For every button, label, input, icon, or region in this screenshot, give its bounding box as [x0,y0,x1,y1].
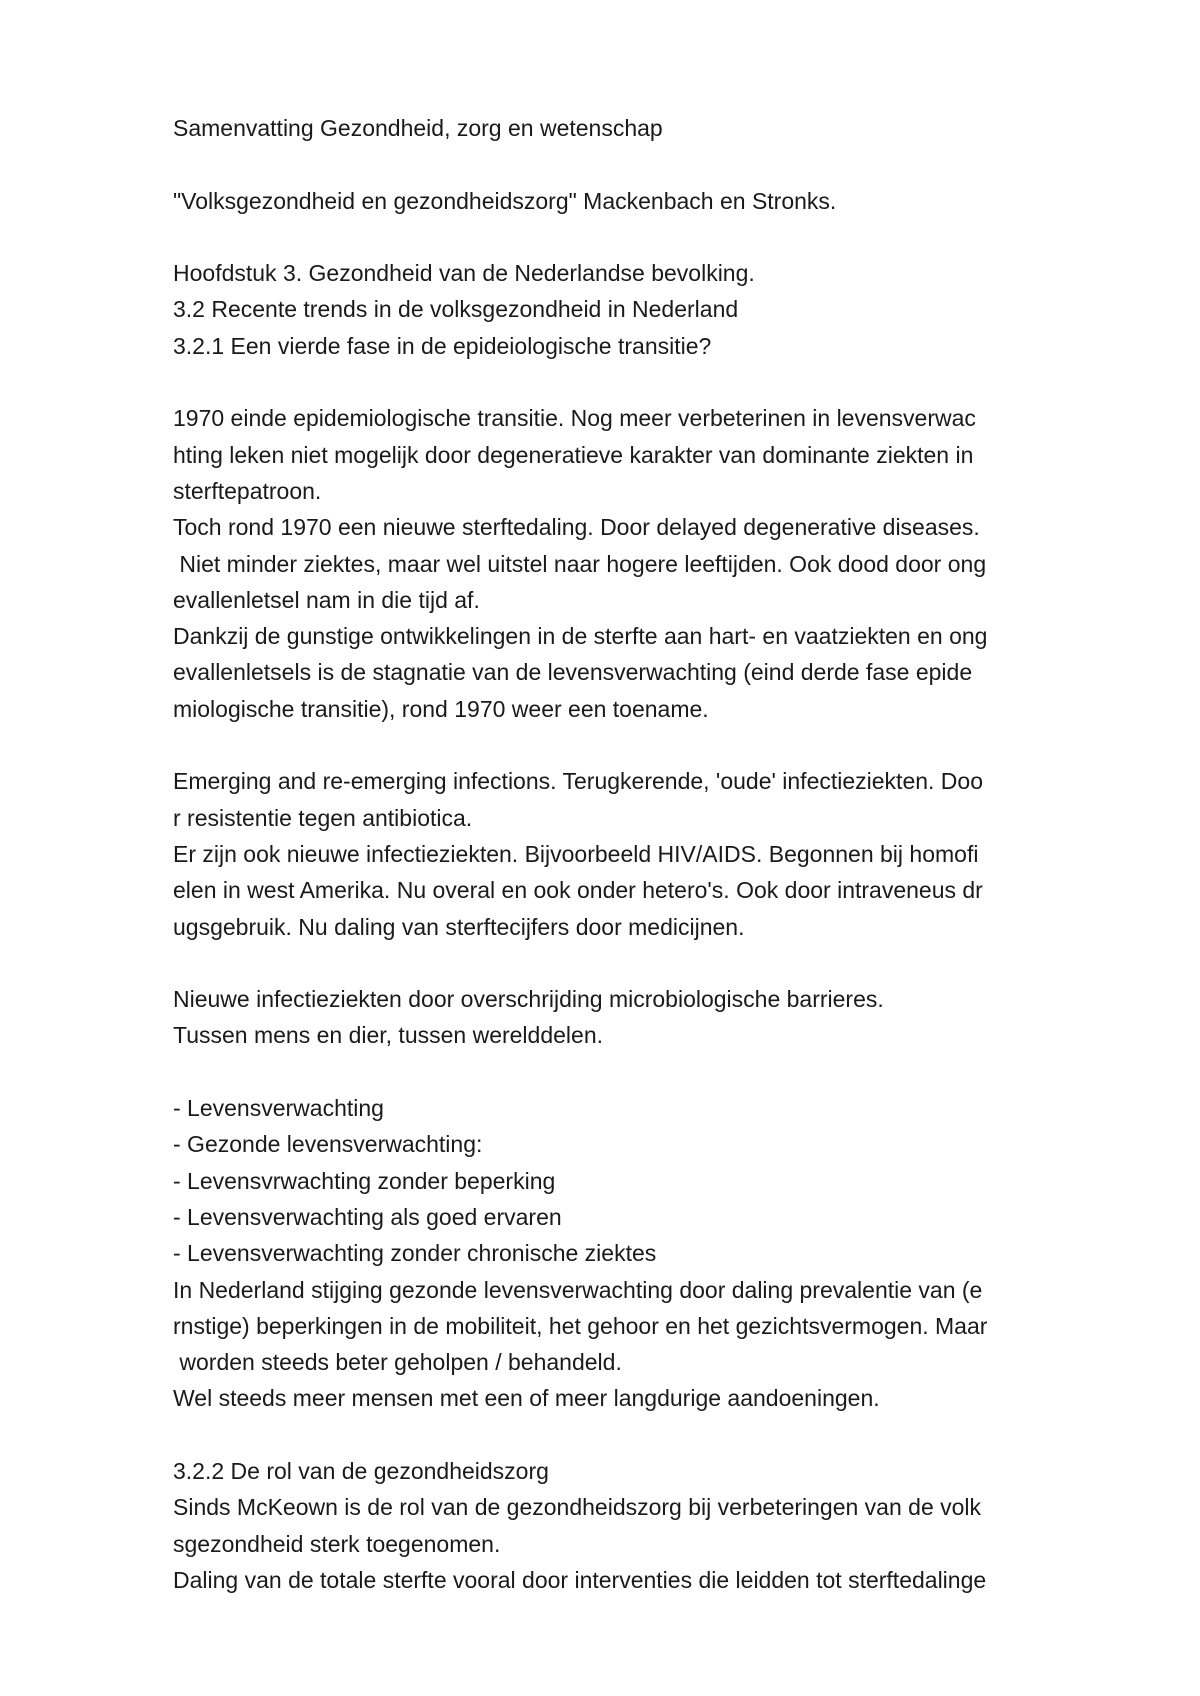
text-line: 1970 einde epidemiologische transitie. Nog meer verbeterinen in levensverwac [173,405,976,432]
blank-line [173,1054,1173,1090]
text-line: worden steeds beter geholpen / behandeld. [173,1349,622,1376]
text-line: Sinds McKeown is de rol van de gezondheidszorg bij verbeteringen van de volk [173,1494,982,1521]
text-line: sgezondheid sterk toegenomen. [173,1530,501,1557]
text-line: Toch rond 1970 een nieuwe sterftedaling. Door delayed degenerative diseases. [173,514,980,541]
text-line: Tussen mens en dier, tussen werelddelen. [173,1022,604,1049]
text-line: - Levensverwachting [173,1095,384,1122]
text-line: In Nederland stijging gezonde levensverwachting door daling prevalentie van (e [173,1276,983,1303]
text-line: miologische transitie), rond 1970 weer een toename. [173,695,709,722]
text-line: "Volksgezondheid en gezondheidszorg" Mackenbach en Stronks. [173,187,837,214]
text-line: Dankzij de gunstige ontwikkelingen in de sterfte aan hart- en vaatziekten en ong [173,623,988,650]
text-line: hting leken niet mogelijk door degeneratieve karakter van dominante ziekten in [173,441,974,468]
blank-line [173,727,1173,763]
document-body [173,110,1173,1598]
text-line: - Levensverwachting als goed ervaren [173,1203,562,1230]
text-line: 3.2.1 Een vierde fase in de epideiologische transitie? [173,332,712,359]
text-line: 3.2 Recente trends in de volksgezondheid in Nederland [173,296,739,323]
text-line: Er zijn ook nieuwe infectieziekten. Bijvoorbeeld HIV/AIDS. Begonnen bij homofi [173,840,979,867]
text-line: sterftepatroon. [173,477,322,504]
text-line: Samenvatting Gezondheid, zorg en wetenschap [173,115,663,141]
blank-line [173,219,1173,255]
blank-line [173,146,1173,182]
text-line: Emerging and re-emerging infections. Terugkerende, 'oude' infectieziekten. Doo [173,768,983,795]
text-line: Daling van de totale sterfte vooral door interventies die leidden tot sterftedalinge [173,1566,987,1593]
blank-line [173,945,1173,981]
text-line: Nieuwe infectieziekten door overschrijding microbiologische barrieres. [173,986,884,1013]
blank-line [173,364,1173,400]
text-line: 3.2.2 De rol van de gezondheidszorg [173,1457,549,1484]
text-line: r resistentie tegen antibiotica. [173,804,473,831]
blank-line [173,1417,1173,1453]
text-line: ugsgebruik. Nu daling van sterftecijfers door medicijnen. [173,913,745,940]
text-line: evallenletsel nam in die tijd af. [173,586,480,613]
text-line: Wel steeds meer mensen met een of meer langdurige aandoeningen. [173,1385,880,1412]
text-line: Niet minder ziektes, maar wel uitstel naar hogere leeftijden. Ook dood door ong [173,550,987,577]
text-line: rnstige) beperkingen in de mobiliteit, het gehoor en het gezichtsvermogen. Maar [173,1312,988,1339]
text-line: Hoofdstuk 3. Gezondheid van de Nederlandse bevolking. [173,260,755,287]
text-line: - Levensverwachting zonder chronische ziektes [173,1240,657,1267]
text-line: - Levensvrwachting zonder beperking [173,1167,556,1194]
text-line: elen in west Amerika. Nu overal en ook onder hetero's. Ook door intraveneus dr [173,877,983,904]
text-line: - Gezonde levensverwachting: [173,1131,483,1158]
text-line: evallenletsels is de stagnatie van de levensverwachting (eind derde fase epide [173,659,973,686]
